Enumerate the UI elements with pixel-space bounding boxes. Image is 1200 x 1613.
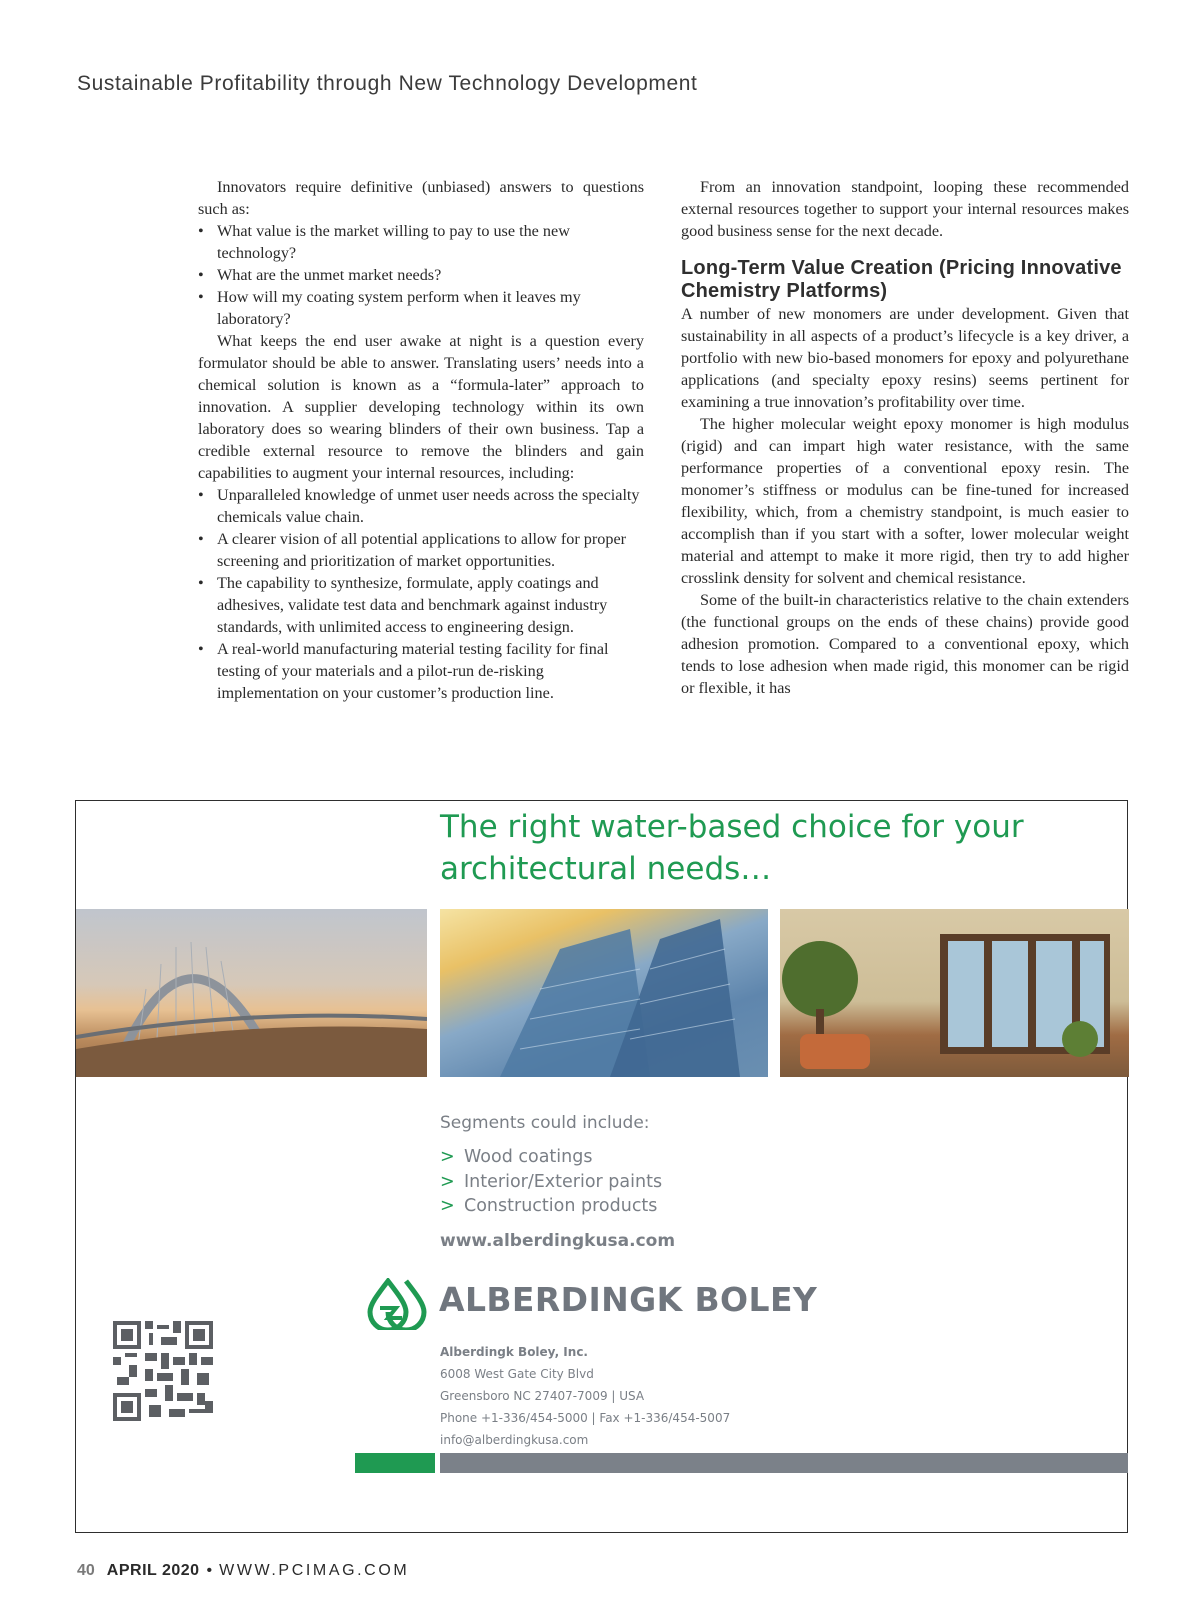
street-address: 6008 West Gate City Blvd — [440, 1367, 594, 1381]
accent-bar-gray — [440, 1453, 1128, 1473]
list-item: • What value is the market willing to pay to use the new technology? — [198, 220, 644, 264]
company-address — [440, 1341, 730, 1451]
city-address: Greensboro NC 27407-7009 | USA — [440, 1389, 645, 1403]
interior-room-photo — [780, 909, 1129, 1077]
chevron-right-icon: > — [440, 1196, 455, 1216]
chevron-right-icon: > — [440, 1147, 455, 1167]
phone-fax: Phone +1-336/454-5000 | Fax +1-336/454-5007 — [440, 1411, 731, 1425]
body-paragraph: What keeps the end user awake at night is a question every formulator should be able to answer. Translating users’ needs into a chemical solution is known as a “formula-later” approach to innovation. A supplier developing technology within its own laboratory does so wearing blinders of their own business. Tap a credible external resource to remove the blinders and gain capabilities to augment your internal resources, including: — [198, 332, 644, 482]
website-link[interactable]: www.alberdingkusa.com — [440, 1231, 676, 1251]
list-item: • A real-world manufacturing material testing facility for final testing of your materials and a pilot-run de-risking implementation on your customer’s production line. — [198, 638, 644, 704]
list-item: • A clearer vision of all potential applications to allow for proper screening and prioritization of market opportunities. — [198, 528, 644, 572]
intro-paragraph: Innovators require definitive (unbiased) answers to questions such as: — [198, 178, 644, 218]
question-list — [198, 220, 644, 330]
capability-list — [198, 484, 644, 704]
body-paragraph: The higher molecular weight epoxy monomer is high modulus (rigid) and can impart high water resistance, with the same performance properties of a conventional epoxy resin. The monomer’s stiffness or modulus can be fine-tuned for increased flexibility, which, from a chemistry standpoint, is much easier to accomplish than if you start with a softer, lower molecular weight material and attempt to make it more rigid, then try to add higher crosslink density for solvent and chemical resistance. — [681, 415, 1129, 587]
segments-list — [440, 1145, 662, 1219]
website-url[interactable]: WWW.PCIMAG.COM — [219, 1562, 410, 1579]
droplet-logo-icon — [366, 1278, 428, 1330]
list-item — [440, 1145, 662, 1170]
left-column — [198, 176, 644, 704]
list-item: • Unparalleled knowledge of unmet user needs across the specialty chemicals value chain. — [198, 484, 644, 528]
list-item: • How will my coating system perform when it leaves my laboratory? — [198, 286, 644, 330]
running-header: Sustainable Profitability through New Technology Development — [77, 72, 698, 95]
body-paragraph: A number of new monomers are under development. Given that sustainability in all aspects of a product’s lifecycle is a key driver, a portfolio with new bio-based monomers for epoxy and polyurethane applications (and specialty epoxy resins) seems pertinent for examining a true innovation’s profitability over time. — [681, 305, 1129, 411]
segment-label: Interior/Exterior paints — [464, 1171, 663, 1192]
segment-label: Construction products — [464, 1196, 658, 1216]
list-item: • What are the unmet market needs? — [198, 264, 644, 286]
ad-headline: The right water-based choice for your architectural needs… — [440, 809, 1024, 887]
issue-date: APRIL 2020 — [106, 1562, 200, 1579]
segments-block — [440, 1113, 662, 1219]
segment-label: Wood coatings — [464, 1147, 593, 1167]
separator: • — [206, 1562, 213, 1579]
section-heading: Long-Term Value Creation (Pricing Innovative Chemistry Platforms) — [681, 257, 1122, 302]
company-name: Alberdingk Boley, Inc. — [440, 1345, 588, 1359]
page-footer — [77, 1562, 409, 1580]
skyscraper-photo — [440, 909, 768, 1077]
body-paragraph: From an innovation standpoint, looping these recommended external resources together to support your internal resources makes good business sense for the next decade. — [681, 178, 1129, 240]
segments-intro: Segments could include: — [440, 1113, 650, 1133]
email-link[interactable]: info@alberdingkusa.com — [440, 1433, 589, 1447]
list-item — [440, 1194, 662, 1219]
qr-code[interactable] — [113, 1321, 213, 1421]
brand-name: ALBERDINGK BOLEY — [439, 1280, 818, 1319]
chevron-right-icon: > — [440, 1171, 455, 1192]
bridge-photo — [76, 909, 427, 1077]
accent-bar-green — [355, 1453, 435, 1473]
page-number: 40 — [77, 1562, 95, 1579]
advertisement — [75, 800, 1128, 1533]
body-paragraph: Some of the built-in characteristics relative to the chain extenders (the functional groups on the ends of these chains) provide good adhesion promotion. Compared to a conventional epoxy, which tends to lose adhesion when made rigid, this monomer can be rigid or flexible, it has — [681, 591, 1129, 697]
right-column — [681, 176, 1129, 699]
list-item: • The capability to synthesize, formulate, apply coatings and adhesives, validate test data and benchmark against industry standards, with unlimited access to engineering design. — [198, 572, 644, 638]
list-item — [440, 1170, 662, 1195]
